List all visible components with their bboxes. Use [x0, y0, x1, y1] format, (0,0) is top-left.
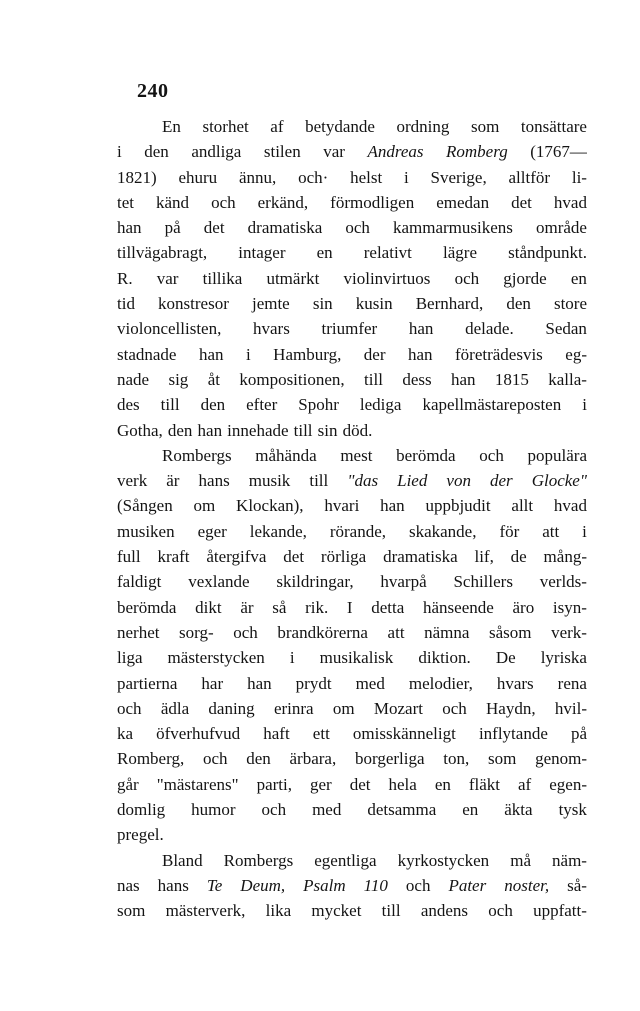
text-word: utmärkt [266, 268, 320, 288]
text-word: faldigt [117, 572, 162, 592]
text-word: Andreas [367, 142, 424, 162]
text-word: till [364, 369, 383, 389]
text-word: populära [527, 445, 587, 465]
text-word: Sedan [545, 319, 587, 339]
text-line [117, 822, 587, 847]
text-word: på [164, 218, 181, 238]
text-word: hvarpå [380, 572, 427, 592]
text-word: är [240, 597, 254, 617]
text-word: prydt [295, 673, 332, 693]
text-word: uppbjudit [425, 496, 491, 516]
text-word: brandkörerna [277, 622, 368, 642]
text-word: violinvirtuos [343, 268, 431, 288]
text-word: berömda [396, 445, 456, 465]
text-word: hvari [324, 496, 360, 516]
text-word: egentliga [314, 850, 377, 870]
text-word: Te [206, 875, 223, 895]
text-word: nade [117, 369, 150, 389]
text-word: triumfer [321, 319, 378, 339]
text-word: Hamburg, [273, 344, 342, 364]
text-word: uppfatt- [533, 901, 587, 921]
text-word: parti, [256, 774, 292, 794]
text-word: måhända [255, 445, 317, 465]
text-word: eg- [565, 344, 587, 364]
text-word: ärbara, [289, 749, 337, 769]
text-word: skildringar, [276, 572, 354, 592]
text-word: detta [371, 597, 405, 617]
text-word: i [289, 648, 295, 668]
text-line [117, 266, 587, 291]
text-word: Romberg, [117, 749, 185, 769]
text-word: der [490, 471, 513, 491]
text-word: återgifva [206, 547, 267, 567]
text-word: "das [347, 471, 379, 491]
text-word: han [380, 496, 405, 516]
text-word: den [167, 420, 193, 440]
text-word: tet [117, 192, 134, 212]
text-line [117, 468, 587, 493]
text-word: li- [571, 167, 587, 187]
text-word: pregel. [117, 825, 164, 845]
text-word: verk [117, 471, 148, 491]
body-text [117, 114, 587, 924]
text-word: Psalm [303, 875, 346, 895]
text-line [117, 392, 587, 417]
text-word: kammarmusikens [392, 218, 513, 238]
text-word: hvars [496, 673, 534, 693]
text-word: med [355, 673, 385, 693]
text-word: musik [248, 471, 291, 491]
text-word: känd [156, 192, 190, 212]
text-word: inflytande [478, 724, 548, 744]
text-word: i [582, 521, 587, 541]
text-word: berömda [117, 597, 177, 617]
text-word: ka [117, 724, 134, 744]
text-word: ståndpunkt. [508, 243, 587, 263]
text-word: der [363, 344, 386, 364]
text-word: hvars [253, 319, 290, 339]
text-word: Glocke" [531, 471, 587, 491]
text-word: till [381, 901, 401, 921]
text-word: dramatiska [383, 547, 458, 567]
text-word: om [332, 698, 355, 718]
text-word: intager [238, 243, 286, 263]
text-word: nerhet [117, 622, 160, 642]
text-word: sorg- [179, 622, 214, 642]
text-word: lif, [474, 547, 494, 567]
text-line [117, 696, 587, 721]
text-word: I [346, 597, 353, 617]
text-word: äro [512, 597, 535, 617]
text-word: Deum, [240, 875, 286, 895]
text-word: ger [309, 774, 332, 794]
text-word: i [245, 344, 251, 364]
text-line [117, 671, 587, 696]
text-word: andens [420, 901, 469, 921]
text-word: Rombergs [162, 445, 232, 465]
text-word: det [511, 192, 532, 212]
text-word: och [405, 875, 431, 895]
text-word: delade. [465, 319, 514, 339]
text-word: han [198, 344, 224, 364]
text-word: förmodligen [330, 192, 415, 212]
text-word: De [495, 648, 516, 668]
text-word: må [510, 850, 531, 870]
text-word: lekande, [249, 521, 307, 541]
text-word: det [283, 547, 305, 567]
text-word: han [197, 420, 223, 440]
text-line [117, 367, 587, 392]
text-word: melodier, [408, 673, 473, 693]
text-word: En [162, 117, 181, 136]
text-word: von [446, 471, 471, 491]
text-word: liga [117, 648, 143, 668]
text-word: noster, [504, 875, 550, 895]
text-line [117, 645, 587, 670]
text-line [117, 746, 587, 771]
text-word: tid [117, 294, 135, 314]
text-word: Klockan), [236, 496, 304, 516]
text-word: och [454, 268, 480, 288]
text-word: detsamma [367, 800, 437, 820]
text-word: kompositionen, [239, 369, 345, 389]
text-word: det [349, 774, 371, 794]
text-word: efter [246, 395, 278, 415]
text-word: i [117, 142, 122, 162]
text-word: han [407, 344, 433, 364]
text-word: en [434, 774, 451, 794]
text-word: mång- [543, 547, 587, 567]
text-line [117, 595, 587, 620]
text-word: i [404, 167, 409, 187]
text-word: full [117, 547, 141, 567]
text-line [117, 519, 587, 544]
text-line [117, 139, 587, 164]
text-word: R. [117, 268, 133, 288]
text-word: är [166, 471, 180, 491]
text-line [117, 418, 587, 443]
text-word: var [156, 268, 179, 288]
text-word: rörliga [320, 547, 367, 567]
text-word: skakande, [408, 521, 477, 541]
text-word: kyrkostycken [397, 850, 490, 870]
text-word: till [160, 395, 180, 415]
text-word: ett [312, 724, 330, 744]
text-word: musikalisk [319, 648, 394, 668]
text-word: tysk [558, 800, 587, 820]
text-word: lägre [443, 243, 477, 263]
text-word: i [582, 395, 587, 415]
text-line [117, 848, 587, 873]
text-word: och [202, 749, 228, 769]
text-word: på [570, 724, 587, 744]
text-word: som [487, 749, 517, 769]
text-word: Mozart [373, 698, 423, 718]
text-word: som [470, 117, 500, 136]
text-word: musiken [117, 521, 175, 541]
text-word: (1767— [530, 142, 587, 162]
text-word: han [247, 673, 272, 693]
text-word: verlds- [539, 572, 587, 592]
text-word: "mästarens" [156, 774, 239, 794]
text-word: en [570, 268, 587, 288]
text-word: sig [168, 369, 189, 389]
text-word: hans [157, 875, 189, 895]
text-word: sin [312, 294, 333, 314]
text-word: såsom [489, 622, 532, 642]
text-word: stadnade [117, 344, 177, 364]
text-word: allt [511, 496, 534, 516]
text-word: Bland [162, 850, 203, 870]
text-word: en [316, 243, 333, 263]
text-word: nas [117, 875, 140, 895]
text-word: till [309, 471, 329, 491]
text-word: hvad [553, 192, 587, 212]
text-word: om [193, 496, 216, 516]
text-word: och [479, 445, 504, 465]
text-word: vexlande [188, 572, 250, 592]
text-word: Rombergs [223, 850, 294, 870]
text-line [117, 721, 587, 746]
text-word: och [117, 698, 142, 718]
text-word: mästerverk, [165, 901, 246, 921]
text-word: tillika [202, 268, 243, 288]
text-word: hvil- [554, 698, 587, 718]
text-line [117, 873, 587, 898]
text-word: hänseende [423, 597, 494, 617]
text-word: (Sången [117, 496, 173, 516]
text-word: den [246, 749, 271, 769]
text-word: till [293, 420, 313, 440]
text-word: och [488, 901, 513, 921]
text-word: lika [265, 901, 292, 921]
text-line [117, 165, 587, 190]
text-word: och [211, 192, 236, 212]
text-word: betydande [305, 117, 375, 136]
text-word: borgerliga [354, 749, 425, 769]
text-word: domlig [117, 800, 166, 820]
text-word: dess [402, 369, 432, 389]
text-word: öfverhufvud [156, 724, 241, 744]
text-word: mästerstycken [167, 648, 265, 668]
text-word: rena [557, 673, 587, 693]
text-word: storhet [202, 117, 249, 136]
page-number: 240 [137, 80, 169, 102]
text-word: död. [342, 420, 373, 440]
text-word: sin [317, 420, 338, 440]
text-word: stilen [263, 142, 301, 162]
text-word: violoncellisten, [117, 319, 222, 339]
text-word: erkänd, [257, 192, 309, 212]
text-word: att [542, 521, 560, 541]
text-word: kraft [157, 547, 190, 567]
text-word: af [518, 774, 532, 794]
text-line [117, 620, 587, 645]
text-word: ännu, [238, 167, 277, 187]
text-line [117, 797, 587, 822]
text-word: Gotha, [117, 420, 163, 440]
text-word: Spohr [298, 395, 339, 415]
text-line [117, 544, 587, 569]
text-word: kalla- [548, 369, 587, 389]
text-word: helst [350, 167, 383, 187]
text-word: genom- [535, 749, 587, 769]
text-word: han [408, 319, 434, 339]
text-word: eger [197, 521, 227, 541]
text-word: område [536, 218, 587, 238]
text-word: alltför [508, 167, 551, 187]
text-word: hela [388, 774, 417, 794]
text-word: den [200, 395, 226, 415]
text-word: har [201, 673, 224, 693]
text-word: han [450, 369, 476, 389]
text-word: ädla [160, 698, 190, 718]
text-word: så [272, 597, 287, 617]
text-word: relativt [363, 243, 412, 263]
text-word: des [117, 395, 140, 415]
text-word: nämna [424, 622, 470, 642]
text-word: egen- [549, 774, 587, 794]
text-line [117, 772, 587, 797]
text-word: fläkt [468, 774, 501, 794]
text-word: Lied [397, 471, 428, 491]
text-line [117, 342, 587, 367]
text-word: det [203, 218, 225, 238]
text-word: dikt [195, 597, 222, 617]
text-line [117, 316, 587, 341]
text-word: emedan [436, 192, 490, 212]
text-word: af [270, 117, 284, 136]
text-word: dramatiska [247, 218, 323, 238]
text-word: han [117, 218, 142, 238]
text-word: Pater [448, 875, 487, 895]
text-word: att [387, 622, 405, 642]
text-word: rik. [305, 597, 329, 617]
text-line [117, 114, 587, 139]
text-word: kusin [355, 294, 393, 314]
text-word: tonsättare [520, 117, 587, 136]
text-word: lediga [359, 395, 402, 415]
text-word: ehuru [178, 167, 218, 187]
text-word: konstresor [158, 294, 229, 314]
text-word: daning [208, 698, 255, 718]
text-word: gjorde [503, 268, 547, 288]
text-line [117, 190, 587, 215]
text-line [117, 291, 587, 316]
text-word: den [506, 294, 531, 314]
text-word: diktion. [418, 648, 471, 668]
text-word: haft [263, 724, 290, 744]
text-word: humor [191, 800, 236, 820]
text-word: lyriska [540, 648, 587, 668]
text-word: jemte [251, 294, 290, 314]
text-word: med [312, 800, 342, 820]
text-word: Romberg [446, 142, 508, 162]
text-word: så- [567, 875, 587, 895]
text-word: och [261, 800, 287, 820]
text-word: går [117, 774, 139, 794]
text-word: rörande, [329, 521, 387, 541]
text-word: Schillers [453, 572, 513, 592]
text-word: och [345, 218, 370, 238]
text-word: som [117, 901, 146, 921]
text-word: och [233, 622, 258, 642]
text-word: mycket [311, 901, 362, 921]
text-word: 1815 [494, 369, 529, 389]
text-line [117, 493, 587, 518]
text-word: verk- [551, 622, 587, 642]
text-word: 110 [363, 875, 388, 895]
text-word: omisskänneligt [352, 724, 456, 744]
text-word: ordning [396, 117, 450, 136]
text-word: de [510, 547, 527, 567]
text-word: 1821) [117, 167, 157, 187]
text-word: Bernhard, [415, 294, 484, 314]
text-word: isyn- [552, 597, 587, 617]
text-word: andliga [191, 142, 242, 162]
text-line [117, 443, 587, 468]
text-word: näm- [552, 850, 587, 870]
text-word: den [144, 142, 169, 162]
text-word: och [442, 698, 467, 718]
text-word: äkta [504, 800, 533, 820]
text-word: erinra [273, 698, 314, 718]
text-line [117, 215, 587, 240]
text-word: åt [207, 369, 220, 389]
text-word: Haydn, [486, 698, 536, 718]
text-word: för [499, 521, 520, 541]
text-word: en [462, 800, 479, 820]
text-word: var [323, 142, 345, 162]
text-word: mest [340, 445, 373, 465]
text-word: Sverige, [430, 167, 487, 187]
text-word: store [553, 294, 587, 314]
text-word: och· [298, 167, 329, 187]
text-word: innehade [227, 420, 289, 440]
text-word: hans [198, 471, 230, 491]
text-word: tillvägabragt, [117, 243, 208, 263]
text-line [117, 898, 587, 923]
text-word: partierna [117, 673, 178, 693]
text-word: företrädesvis [455, 344, 543, 364]
text-line [117, 569, 587, 594]
text-word: kapellmästareposten [422, 395, 562, 415]
text-word: ton, [443, 749, 470, 769]
text-word: hvad [553, 496, 587, 516]
text-line [117, 240, 587, 265]
